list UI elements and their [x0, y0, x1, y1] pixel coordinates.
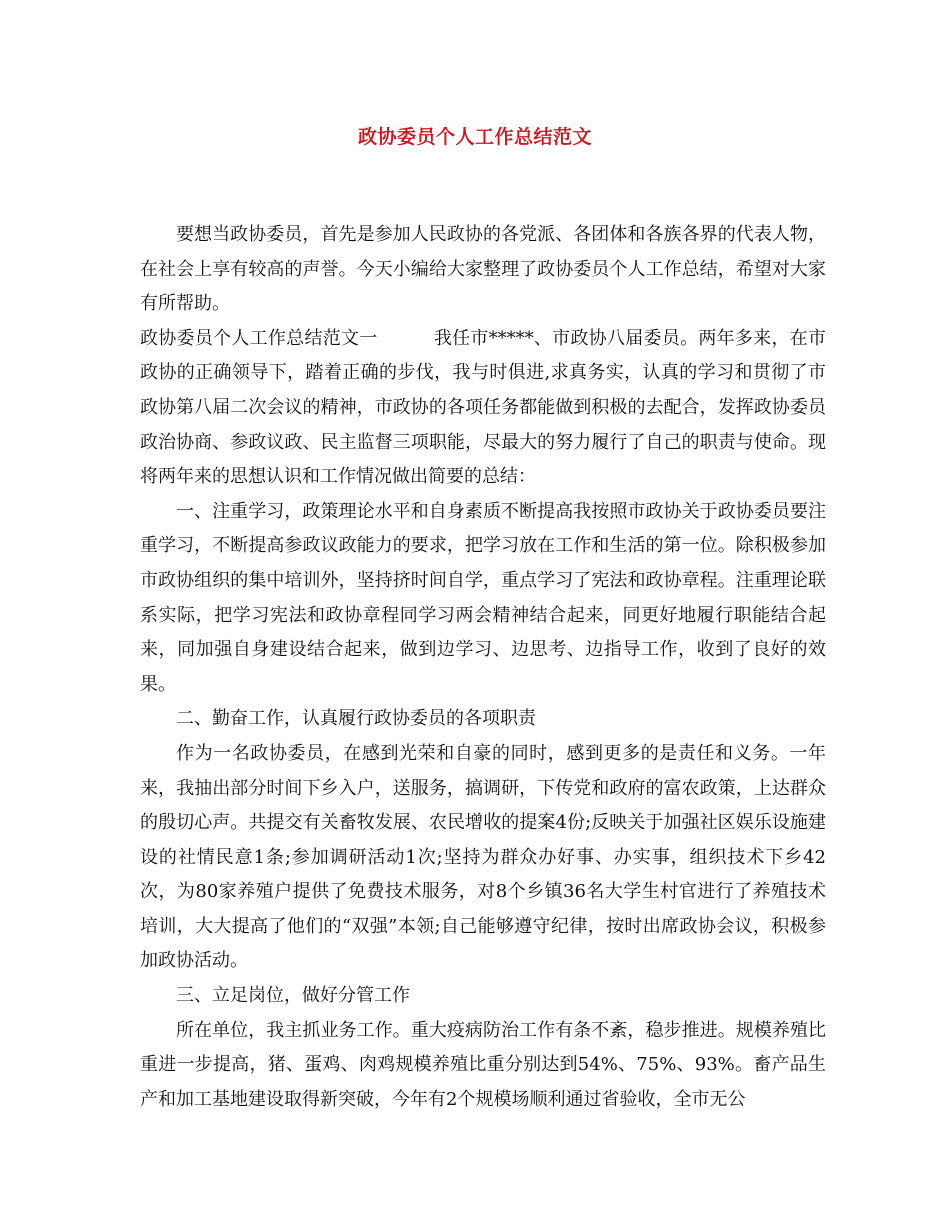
section-one-heading: 政协委员个人工作总结范文一: [140, 327, 378, 349]
section-one-paragraph: [140, 322, 826, 495]
study-paragraph: 一、注重学习，政策理论水平和自身素质不断提高我按照市政协关于政协委员要注重学习，不断提高参政议政能力的要求，把学习放在工作和生活的第一位。除积极参加市政协组织的集中培训外，坚持挤时间自学，重点学习了宪法和政协章程。注重理论联系实际，把学习宪法和政协章程同学习两会精神结合起来，同更好地履行职能结合起来，同加强自身建设结合起来，做到边学习、边思考、边指导工作，收到了良好的效果。: [140, 500, 826, 695]
intro-paragraph: 要想当政协委员，首先是参加人民政协的各党派、各团体和各族各界的代表人物，在社会上享有较高的声誉。今天小编给大家整理了政协委员个人工作总结，希望对大家有所帮助。: [140, 224, 826, 315]
work-paragraph: 所在单位，我主抓业务工作。重大疫病防治工作有条不紊，稳步推进。规模养殖比重进一步提高，猪、蛋鸡、肉鸡规模养殖比重分别达到54%、75%、93%。畜产品生产和加工基地建设取得新突破，今年有2个规模场顺利通过省验收，全市无公: [140, 1019, 826, 1110]
section-two-heading: 二、勤奋工作，认真履行政协委员的各项职责: [176, 708, 536, 730]
document-title: 政协委员个人工作总结范文: [357, 126, 592, 148]
duty-paragraph: 作为一名政协委员，在感到光荣和自豪的同时，感到更多的是责任和义务。一年来，我抽出部分时间下乡入户，送服务，搞调研，下传党和政府的富农政策，上达群众的殷切心声。共提交有关畜牧发展、农民增收的提案4份;反映关于加强社区娱乐设施建设的社情民意1条;参加调研活动1次;坚持为群众办好事、办实事，组织技术下乡42次，为80家养殖户提供了免费技术服务，对8个乡镇36名大学生村官进行了养殖技术培训，大大提高了他们的“双强”本领;自己能够遵守纪律，按时出席政协会议，积极参加政协活动。: [140, 742, 826, 972]
section-three-heading: 三、立足岗位，做好分管工作: [176, 985, 410, 1007]
document-body: [140, 218, 826, 1117]
paragraph-text: 我任市*****、市政协八届委员。两年多来，在市政协的正确领导下，踏着正确的步伐，我与时俱进,求真务实，认真的学习和贯彻了市政协第八届二次会议的精神，市政协的各项任务都能做到积极的去配合，发挥政协委员政治协商、参政议政、民主监督三项职能，尽最大的努力履行了自己的职责与使命。现将两年来的思想认识和工作情况做出简要的总结：: [140, 327, 826, 488]
